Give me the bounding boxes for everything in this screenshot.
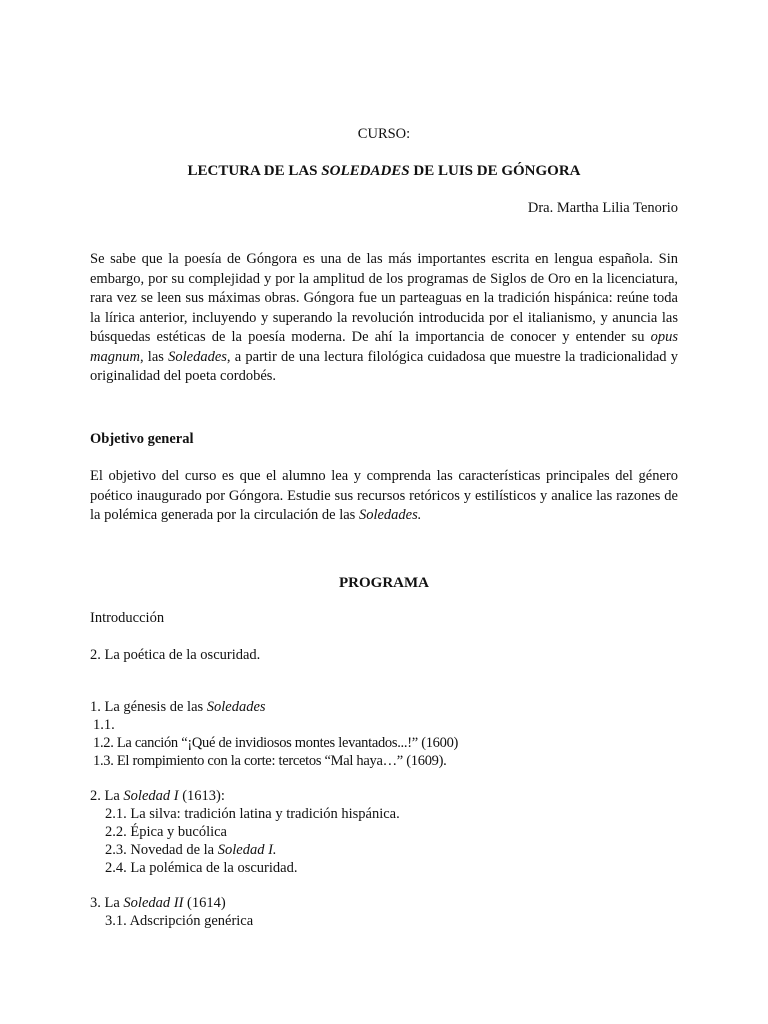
title-part1: LECTURA DE LAS xyxy=(187,163,322,179)
program-item-poetica: 2. La poética de la oscuridad. xyxy=(90,647,261,663)
section3-item: 3.1. Adscripción genérica xyxy=(105,913,254,929)
objective-heading: Objetivo general xyxy=(90,431,194,447)
objective-text-1: El objetivo del curso es que el alumno lea y comprenda las características principales del género poético inaugurado por Góngora. Estudie sus recursos retóricos y estilísticos y analice las razones de la polémica generada por la circulación de las xyxy=(90,468,678,523)
objective-italic: Soledades. xyxy=(358,507,422,523)
intro-italic-1: opus magnum xyxy=(90,329,678,365)
document-title xyxy=(90,163,678,180)
author-name: Dra. Martha Lilia Tenorio xyxy=(527,200,678,216)
section3-suffix: (1614) xyxy=(183,895,226,911)
section2-heading xyxy=(90,788,225,805)
section2-item: 2.2. Épica y bucólica xyxy=(105,824,227,840)
title-part2: DE LUIS DE GÓNGORA xyxy=(409,163,581,179)
section1-heading xyxy=(90,699,266,716)
section1-prefix: 1. La génesis de las xyxy=(90,699,207,715)
section2-item3-italic: Soledad I. xyxy=(217,842,277,858)
intro-italic-2: Soledades xyxy=(168,348,227,365)
section1-item: 1.3. El rompimiento con la corte: tercetos “Mal haya…” (1609). xyxy=(93,753,447,769)
section2-item: 2.1. La silva: tradición latina y tradición hispánica. xyxy=(105,806,400,822)
section3-prefix: 3. La xyxy=(90,895,124,911)
section3-heading xyxy=(90,895,226,912)
section2-item: 2.4. La polémica de la oscuridad. xyxy=(105,860,298,876)
intro-text-1: Se sabe que la poesía de Góngora es una de las más importantes escrita en lengua española. Sin embargo, por su complejidad y por la amplitud de los programas de Siglos de Oro en la licenciatura, rara vez se leen sus máximas obras. Góngora fue un parteaguas en la tradición hispánica: reúne toda la lírica anterior, incluyendo y superando la revolución introducida por el italianismo, y anuncia las búsquedas estéticas de la poesía moderna. De ahí la importancia de conocer y entender su xyxy=(90,251,678,345)
objective-paragraph xyxy=(90,467,678,526)
intro-text-3: , a partir de una lectura filológica cuidadosa que muestre la tradicionalidad y originalidad del poeta cordobés. xyxy=(90,348,678,384)
section1-italic: Soledades xyxy=(206,699,266,715)
section3-italic: Soledad II xyxy=(123,895,184,911)
intro-text-2: , las xyxy=(139,348,169,365)
program-introduction: Introducción xyxy=(90,610,165,626)
section2-italic: Soledad I xyxy=(123,788,179,804)
section1-item: 1.1. xyxy=(93,717,115,733)
course-label: CURSO: xyxy=(357,126,411,142)
section2-prefix: 2. La xyxy=(90,788,124,804)
section1-item: 1.2. La canción “¡Qué de invidiosos montes levantados...!” (1600) xyxy=(93,735,459,751)
section2-suffix: (1613): xyxy=(178,788,225,804)
title-italic: SOLEDADES xyxy=(321,163,410,179)
section2-item3-prefix: 2.3. Novedad de la xyxy=(105,842,218,858)
program-heading: PROGRAMA xyxy=(339,575,429,591)
section2-item xyxy=(105,842,277,859)
intro-paragraph xyxy=(90,250,678,387)
